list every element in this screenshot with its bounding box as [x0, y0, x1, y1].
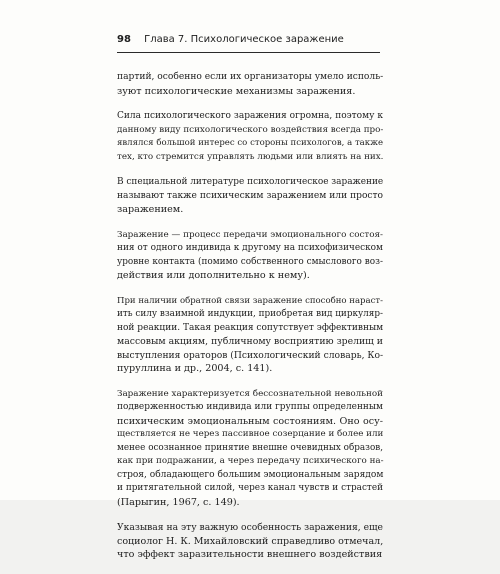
text-line: менее осознанное принятие внешне очевидных образов, [117, 442, 383, 453]
paragraph [117, 176, 383, 217]
text-line: выступления ораторов (Психологический словарь, Ко- [117, 349, 384, 361]
text-line: социолог Н. К. Михайловский справедливо отмечал, [117, 535, 384, 547]
text-line: как при подражании, а через передачу психического на- [117, 456, 384, 466]
text-line: При наличии обратной связи заражение способно нараст- [117, 295, 383, 306]
text-line: строя, обладающего большим эмоциональным зарядом [117, 469, 384, 480]
running-header [117, 34, 387, 46]
body-text [117, 71, 383, 574]
text-line: Указывая на эту важную особенность заражения, еще [117, 522, 383, 533]
text-line: В специальной литературе психологическое заражение [117, 177, 384, 187]
running-title: Глава 7. Психологическое заражение [144, 34, 344, 45]
text-line: зуют психологические механизмы заражения. [117, 85, 356, 97]
text-line: тех, кто стремится управлять людьми или влиять на них. [117, 151, 384, 162]
text-line: ной реакции. Такая реакция сопутствует эффективным [117, 322, 384, 333]
text-line: называют также психическим заражением или просто [117, 190, 383, 201]
text-line: подверженностью индивида или группы определенным [117, 402, 383, 412]
text-line: ния от одного индивида к другому на психофизическом [117, 243, 383, 253]
text-line: психическим эмоциональным состояниям. Оно осу- [117, 415, 383, 427]
text-line: партий, особенно если их организаторы умело исполь- [117, 72, 384, 82]
text-line: являлся большой интерес со стороны психологов, а также [117, 138, 383, 148]
paragraph [117, 110, 383, 164]
text-line: Заражение — процесс передачи эмоционального состоя- [117, 229, 383, 240]
text-line: данному виду психологического воздействия всегда про- [117, 124, 384, 135]
text-line: заражением. [117, 204, 184, 215]
paragraph [117, 229, 383, 283]
page-number: 98 [117, 34, 131, 45]
text-line: ществляется не через пассивное созерцание и более или [117, 429, 384, 439]
text-line: ить силу взаимной индукции, приобретая вид циркуляр- [117, 309, 383, 319]
text-line: действия или дополнительно к нему). [117, 270, 310, 281]
text-line: (Парыгин, 1967, с. 149). [117, 496, 240, 508]
paragraph [117, 71, 383, 98]
text-line: массовым акциям, публичному восприятию зрелищ и [117, 336, 383, 347]
header-divider [117, 52, 380, 53]
text-line: что эффект заразительности внешнего воздействия [117, 549, 383, 560]
text-line: и притягательной силой, через канал чувств и страстей [117, 483, 383, 493]
paragraph [117, 295, 383, 376]
text-line: пуруллина и др., 2004, с. 141). [117, 363, 273, 374]
paragraph [117, 388, 383, 510]
text-line: уровне контакта (помимо собственного смыслового воз- [117, 256, 383, 267]
text-line: Заражение характеризуется бессознательной невольной [117, 388, 383, 399]
paragraph [117, 521, 383, 562]
text-line: Сила психологического заражения огромна, поэтому к [117, 111, 383, 121]
